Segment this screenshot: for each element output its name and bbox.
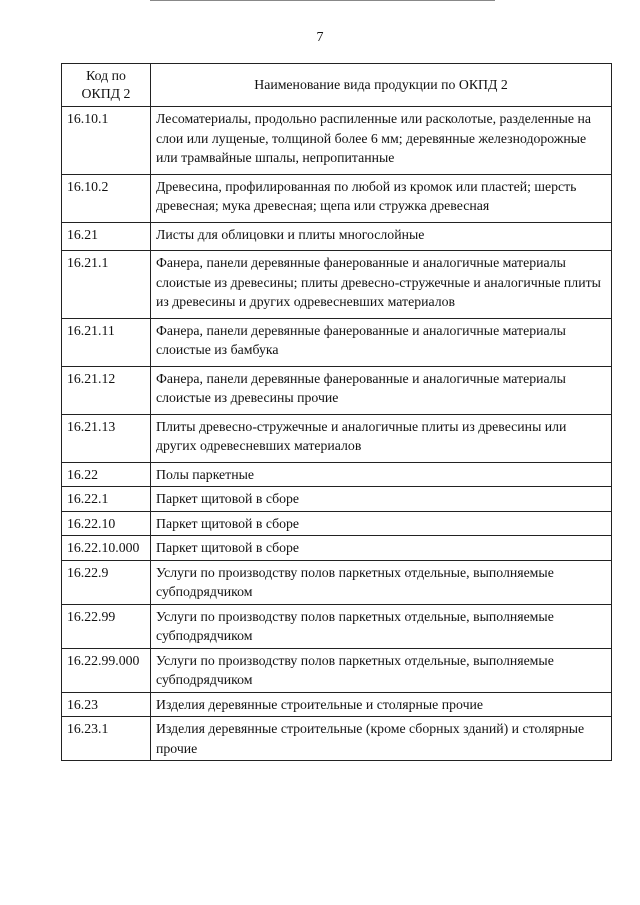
row-code: 16.23 [62, 692, 151, 717]
row-code: 16.22.9 [62, 560, 151, 604]
row-code: 16.23.1 [62, 717, 151, 761]
table-row [62, 251, 612, 319]
row-name: Фанера, панели деревянные фанерованные и аналогичные материалы слоистые из древесины прочие [151, 366, 612, 414]
row-code: 16.10.2 [62, 174, 151, 222]
row-name: Паркет щитовой в сборе [151, 487, 612, 512]
row-name: Услуги по производству полов паркетных отдельные, выполняемые субподрядчиком [151, 604, 612, 648]
row-code: 16.10.1 [62, 107, 151, 175]
row-name: Древесина, профилированная по любой из кромок или пластей; шерсть древесная; мука древесная; щепа или стружка древесная [151, 174, 612, 222]
row-name: Изделия деревянные строительные и столярные прочие [151, 692, 612, 717]
table-row [62, 462, 612, 487]
row-name: Листы для облицовки и плиты многослойные [151, 222, 612, 251]
table-row [62, 487, 612, 512]
row-name: Изделия деревянные строительные (кроме сборных зданий) и столярные прочие [151, 717, 612, 761]
row-code: 16.22.99.000 [62, 648, 151, 692]
table-row [62, 536, 612, 561]
table-row [62, 604, 612, 648]
table-row [62, 366, 612, 414]
row-code: 16.21 [62, 222, 151, 251]
row-code: 16.22.10 [62, 511, 151, 536]
page-number: 7 [316, 30, 324, 45]
okpd-table [61, 63, 612, 761]
row-code: 16.21.12 [62, 366, 151, 414]
header-code: Код по ОКПД 2 [62, 64, 151, 107]
row-code: 16.21.11 [62, 318, 151, 366]
row-name: Полы паркетные [151, 462, 612, 487]
table-row [62, 222, 612, 251]
table-row [62, 107, 612, 175]
table-row [62, 318, 612, 366]
row-code: 16.22.1 [62, 487, 151, 512]
row-name: Фанера, панели деревянные фанерованные и аналогичные материалы слоистые из бамбука [151, 318, 612, 366]
row-code: 16.21.13 [62, 414, 151, 462]
table-header-row [62, 64, 612, 107]
row-name: Лесоматериалы, продольно распиленные или расколотые, разделенные на слои или лущеные, толщиной более 6 мм; деревянные железнодорожные или трамвайные шпалы, непропитанные [151, 107, 612, 175]
table-row [62, 717, 612, 761]
row-name: Плиты древесно-стружечные и аналогичные плиты из древесины или других одревесневших материалов [151, 414, 612, 462]
row-name: Паркет щитовой в сборе [151, 511, 612, 536]
table-row [62, 414, 612, 462]
row-name: Фанера, панели деревянные фанерованные и аналогичные материалы слоистые из древесины; плиты древесно-стружечные и аналогичные плиты из древесины и других одревесневших материалов [151, 251, 612, 319]
table-body [62, 107, 612, 761]
header-name: Наименование вида продукции по ОКПД 2 [151, 64, 612, 107]
row-code: 16.21.1 [62, 251, 151, 319]
table-row [62, 692, 612, 717]
table-row [62, 648, 612, 692]
row-name: Услуги по производству полов паркетных отдельные, выполняемые субподрядчиком [151, 560, 612, 604]
row-code: 16.22 [62, 462, 151, 487]
row-name: Паркет щитовой в сборе [151, 536, 612, 561]
table-row [62, 560, 612, 604]
top-scan-rule [150, 0, 495, 1]
table-row [62, 174, 612, 222]
table-row [62, 511, 612, 536]
row-code: 16.22.10.000 [62, 536, 151, 561]
row-name: Услуги по производству полов паркетных отдельные, выполняемые субподрядчиком [151, 648, 612, 692]
row-code: 16.22.99 [62, 604, 151, 648]
